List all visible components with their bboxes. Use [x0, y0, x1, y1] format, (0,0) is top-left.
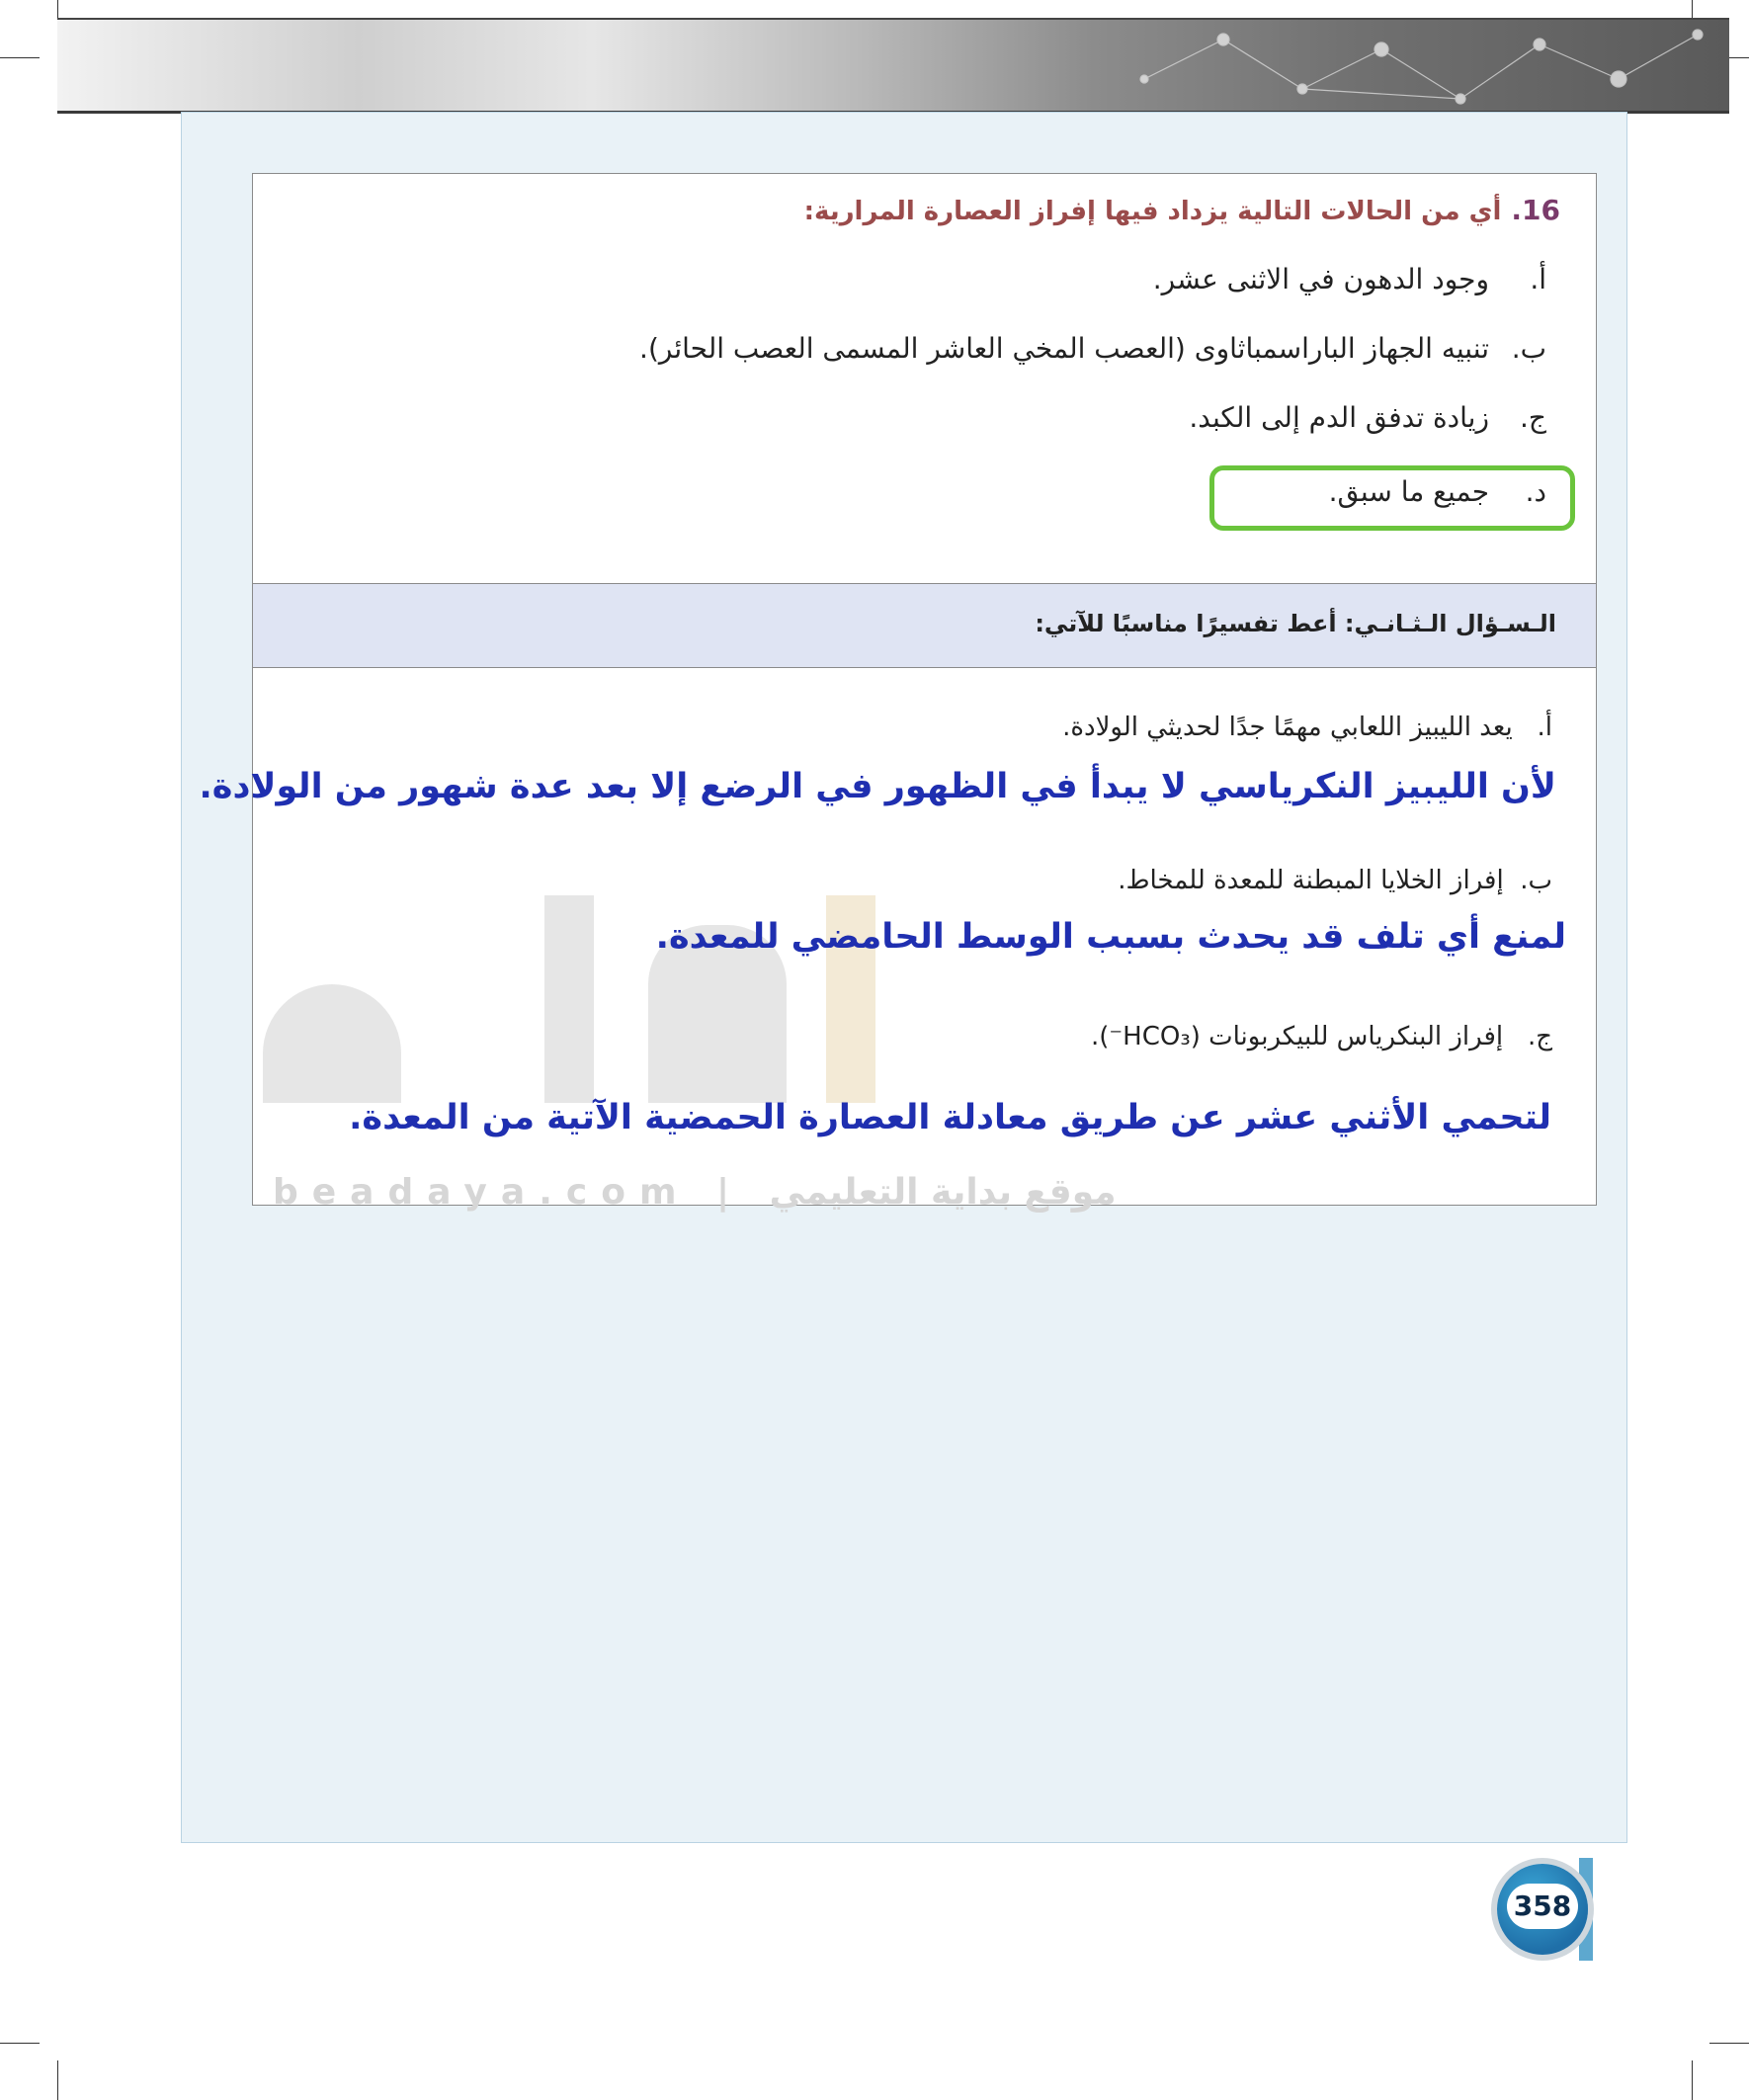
question-number: 16. — [1511, 194, 1560, 226]
item-label: أ. — [1537, 713, 1552, 742]
item-text: يعد الليبيز اللعابي مهمًا جدًا لحديثي الولادة. — [1062, 713, 1513, 742]
item-label: ج. — [1527, 1022, 1552, 1051]
item-text: إفراز البنكرياس للبيكربونات (HCO₃⁻). — [1091, 1022, 1504, 1051]
question-16-title — [804, 194, 1560, 226]
page-number-badge — [1497, 1864, 1588, 1955]
item-b-answer: لمنع أي تلف قد يحدث بسبب الوسط الحامضي للمعدة. — [655, 917, 1566, 957]
question-text: أي من الحالات التالية يزداد فيها إفراز العصارة المرارية: — [803, 197, 1502, 226]
option-label: أ. — [1530, 263, 1546, 295]
option-text: زيادة تدفق الدم إلى الكبد. — [1189, 401, 1489, 434]
option-label: ج. — [1520, 401, 1546, 434]
option-b[interactable] — [639, 332, 1546, 365]
item-a-answer: لأن الليبيز النكرياسي لا يبدأ في الظهور في الرضع إلا بعد عدة شهور من الولادة. — [199, 767, 1556, 806]
crop-mark — [0, 2043, 40, 2044]
watermark-shape — [544, 895, 594, 1103]
item-b-text — [1118, 866, 1552, 895]
option-label: د. — [1525, 475, 1546, 508]
item-a-text — [1062, 713, 1552, 742]
header-banner — [57, 18, 1729, 114]
crop-mark — [57, 2060, 58, 2100]
option-text: وجود الدهون في الاثنى عشر. — [1152, 263, 1489, 295]
item-c-answer: لتحمي الأثني عشر عن طريق معادلة العصارة الحمضية الآتية من المعدة. — [349, 1098, 1551, 1137]
question-2-header — [253, 583, 1596, 668]
option-label: ب. — [1511, 332, 1546, 365]
page-number: 358 — [1507, 1884, 1578, 1929]
crop-mark — [1709, 2043, 1749, 2044]
network-pattern-icon — [57, 20, 1729, 111]
item-text: إفراز الخلايا المبطنة للمعدة للمخاط. — [1118, 866, 1504, 895]
item-c-text — [1091, 1022, 1552, 1051]
question-2-title: الـسـؤال الـثـانـي: أعط تفسيرًا مناسبًا للآتي: — [1035, 610, 1556, 637]
option-a[interactable] — [1153, 263, 1546, 295]
watermark-text: beadaya.com | موقع بداية التعليمي — [273, 1172, 1117, 1213]
option-text: تنبيه الجهاز الباراسمباثاوى (العصب المخي العاشر المسمى العصب الحائر). — [639, 332, 1489, 365]
option-text: جميع ما سبق. — [1328, 475, 1489, 508]
watermark-shape — [263, 984, 401, 1103]
crop-mark — [0, 57, 40, 58]
crop-mark — [1692, 2060, 1693, 2100]
option-c[interactable] — [1189, 401, 1546, 434]
correct-answer-highlight — [1209, 465, 1575, 531]
content-card — [199, 173, 1597, 1213]
item-label: ب. — [1520, 866, 1552, 895]
